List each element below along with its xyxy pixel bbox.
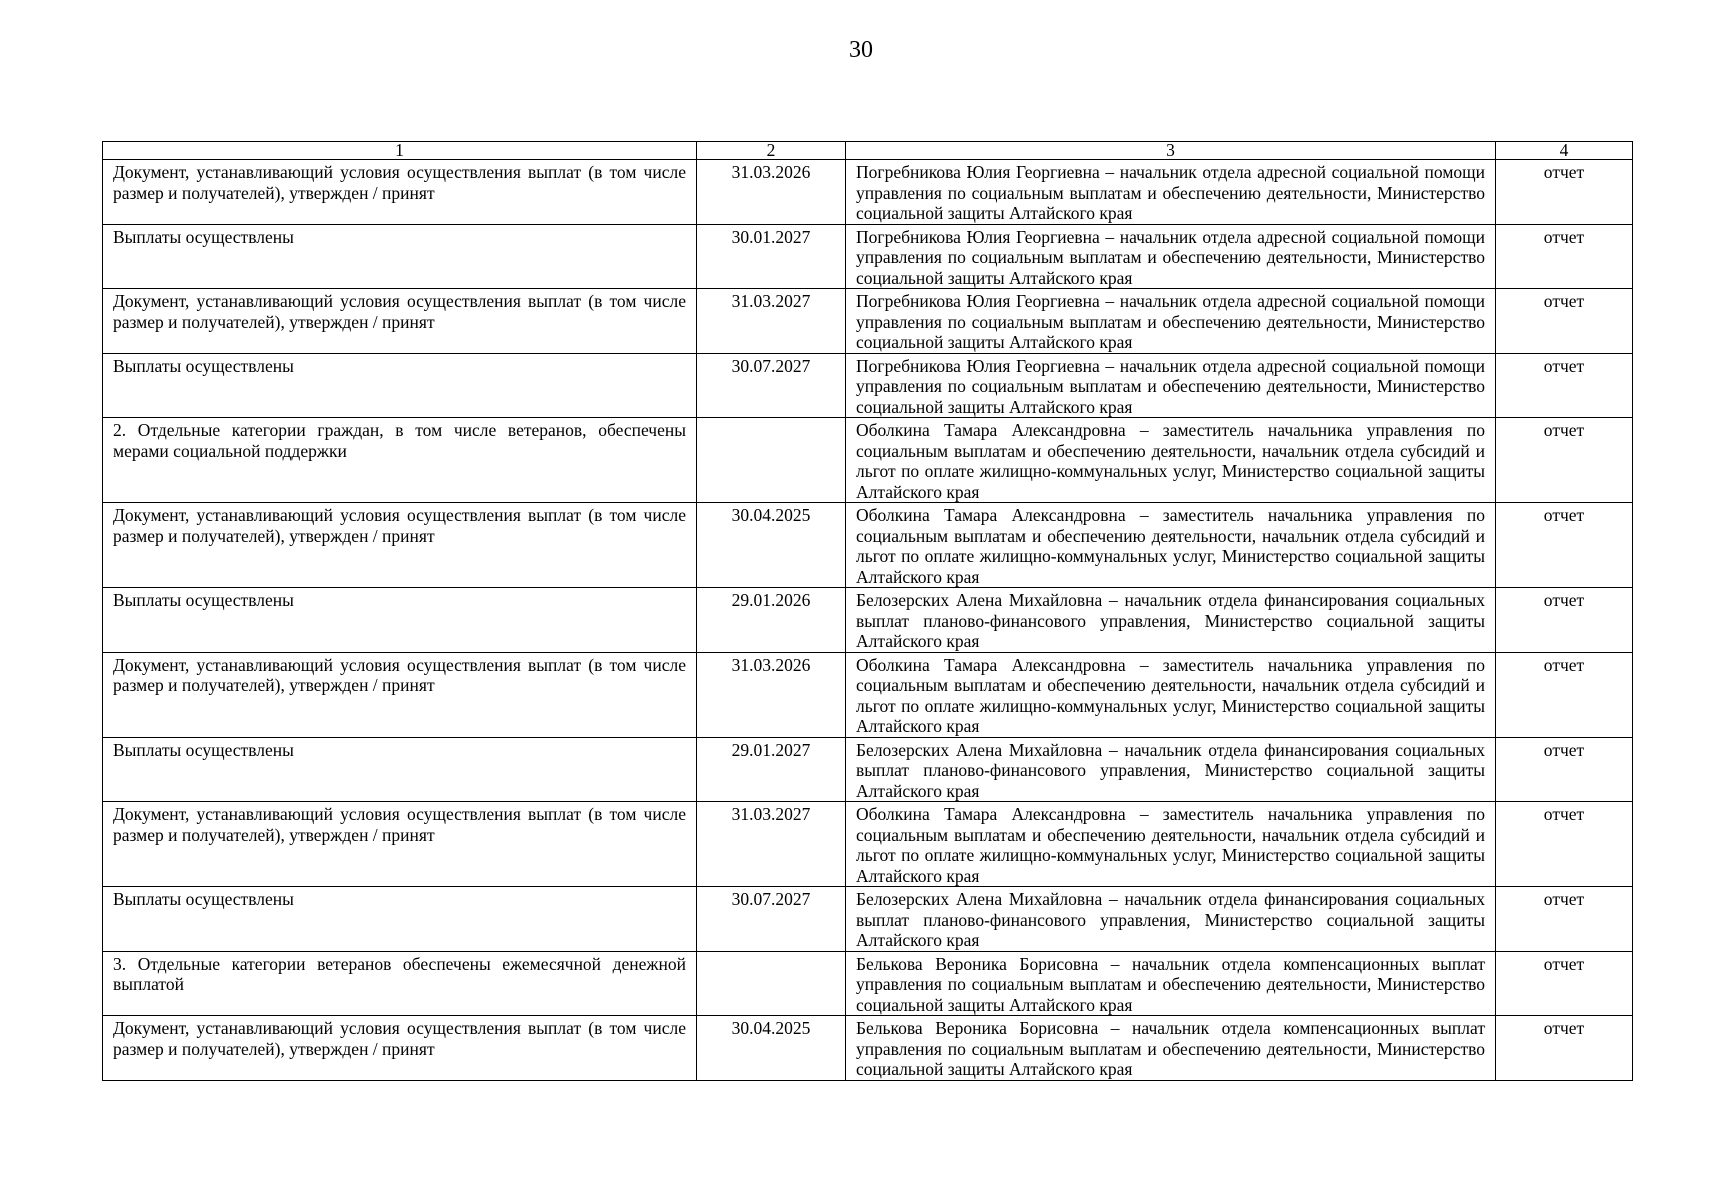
report-form-cell: отчет: [1496, 503, 1633, 588]
report-form-cell: отчет: [1496, 652, 1633, 737]
responsible-cell: Белькова Вероника Борисовна – начальник отдела компенсационных выплат управления по социальным выплатам и обеспечению деятельности, Министерство социальной защиты Алтайского края: [846, 951, 1496, 1016]
table-row: [103, 951, 1633, 1016]
responsible-cell: Белозерских Алена Михайловна – начальник отдела финансирования социальных выплат планово-финансового управления, Министерство социальной защиты Алтайского края: [846, 588, 1496, 653]
responsible-cell: Белозерских Алена Михайловна – начальник отдела финансирования социальных выплат планово-финансового управления, Министерство социальной защиты Алтайского края: [846, 737, 1496, 802]
event-cell: Документ, устанавливающий условия осуществления выплат (в том числе размер и получателей), утвержден / принят: [103, 503, 697, 588]
event-cell: Выплаты осуществлены: [103, 887, 697, 952]
date-cell: 29.01.2026: [697, 588, 846, 653]
event-cell: Документ, устанавливающий условия осуществления выплат (в том числе размер и получателей), утвержден / принят: [103, 289, 697, 354]
event-cell: Выплаты осуществлены: [103, 224, 697, 289]
responsible-cell: Белозерских Алена Михайловна – начальник отдела финансирования социальных выплат планово-финансового управления, Министерство социальной защиты Алтайского края: [846, 887, 1496, 952]
responsible-cell: Оболкина Тамара Александровна – заместитель начальника управления по социальным выплатам и обеспечению деятельности, начальник отдела субсидий и льгот по оплате жилищно-коммунальных услуг, Министерство социальной защиты Алтайского края: [846, 418, 1496, 503]
report-form-cell: отчет: [1496, 1016, 1633, 1081]
plan-table: [102, 141, 1633, 1081]
table-body: [103, 160, 1633, 1081]
header-row: [103, 142, 1633, 160]
table-row: [103, 353, 1633, 418]
date-cell: 31.03.2027: [697, 289, 846, 354]
report-form-cell: отчет: [1496, 588, 1633, 653]
event-cell: Документ, устанавливающий условия осуществления выплат (в том числе размер и получателей), утвержден / принят: [103, 160, 697, 225]
report-form-cell: отчет: [1496, 289, 1633, 354]
event-cell: 3. Отдельные категории ветеранов обеспечены ежемесячной денежной выплатой: [103, 951, 697, 1016]
responsible-cell: Погребникова Юлия Георгиевна – начальник отдела адресной социальной помощи управления по социальным выплатам и обеспечению деятельности, Министерство социальной защиты Алтайского края: [846, 353, 1496, 418]
date-cell: 31.03.2026: [697, 160, 846, 225]
responsible-cell: Оболкина Тамара Александровна – заместитель начальника управления по социальным выплатам и обеспечению деятельности, начальник отдела субсидий и льгот по оплате жилищно-коммунальных услуг, Министерство социальной защиты Алтайского края: [846, 652, 1496, 737]
event-cell: Выплаты осуществлены: [103, 353, 697, 418]
date-cell: 30.04.2025: [697, 1016, 846, 1081]
column-header: 2: [697, 142, 846, 160]
date-cell: 30.07.2027: [697, 887, 846, 952]
report-form-cell: отчет: [1496, 951, 1633, 1016]
report-form-cell: отчет: [1496, 802, 1633, 887]
date-cell: 30.04.2025: [697, 503, 846, 588]
table-row: [103, 802, 1633, 887]
date-cell: 31.03.2027: [697, 802, 846, 887]
date-cell: [697, 418, 846, 503]
table-row: [103, 887, 1633, 952]
event-cell: 2. Отдельные категории граждан, в том числе ветеранов, обеспечены мерами социальной поддержки: [103, 418, 697, 503]
column-header: 1: [103, 142, 697, 160]
report-form-cell: отчет: [1496, 353, 1633, 418]
responsible-cell: Погребникова Юлия Георгиевна – начальник отдела адресной социальной помощи управления по социальным выплатам и обеспечению деятельности, Министерство социальной защиты Алтайского края: [846, 224, 1496, 289]
table-row: [103, 1016, 1633, 1081]
responsible-cell: Оболкина Тамара Александровна – заместитель начальника управления по социальным выплатам и обеспечению деятельности, начальник отдела субсидий и льгот по оплате жилищно-коммунальных услуг, Министерство социальной защиты Алтайского края: [846, 802, 1496, 887]
responsible-cell: Оболкина Тамара Александровна – заместитель начальника управления по социальным выплатам и обеспечению деятельности, начальник отдела субсидий и льгот по оплате жилищно-коммунальных услуг, Министерство социальной защиты Алтайского края: [846, 503, 1496, 588]
report-form-cell: отчет: [1496, 160, 1633, 225]
event-cell: Документ, устанавливающий условия осуществления выплат (в том числе размер и получателей), утвержден / принят: [103, 1016, 697, 1081]
date-cell: 30.07.2027: [697, 353, 846, 418]
event-cell: Документ, устанавливающий условия осуществления выплат (в том числе размер и получателей), утвержден / принят: [103, 652, 697, 737]
date-cell: [697, 951, 846, 1016]
table-row: [103, 289, 1633, 354]
event-cell: Документ, устанавливающий условия осуществления выплат (в том числе размер и получателей), утвержден / принят: [103, 802, 697, 887]
report-form-cell: отчет: [1496, 224, 1633, 289]
event-cell: Выплаты осуществлены: [103, 737, 697, 802]
responsible-cell: Погребникова Юлия Георгиевна – начальник отдела адресной социальной помощи управления по социальным выплатам и обеспечению деятельности, Министерство социальной защиты Алтайского края: [846, 160, 1496, 225]
responsible-cell: Белькова Вероника Борисовна – начальник отдела компенсационных выплат управления по социальным выплатам и обеспечению деятельности, Министерство социальной защиты Алтайского края: [846, 1016, 1496, 1081]
table-row: [103, 503, 1633, 588]
page-number: 30: [849, 37, 873, 63]
table-row: [103, 737, 1633, 802]
column-header: 4: [1496, 142, 1633, 160]
column-header: 3: [846, 142, 1496, 160]
responsible-cell: Погребникова Юлия Георгиевна – начальник отдела адресной социальной помощи управления по социальным выплатам и обеспечению деятельности, Министерство социальной защиты Алтайского края: [846, 289, 1496, 354]
event-cell: Выплаты осуществлены: [103, 588, 697, 653]
table-row: [103, 418, 1633, 503]
date-cell: 29.01.2027: [697, 737, 846, 802]
date-cell: 30.01.2027: [697, 224, 846, 289]
report-form-cell: отчет: [1496, 418, 1633, 503]
date-cell: 31.03.2026: [697, 652, 846, 737]
table-row: [103, 588, 1633, 653]
report-form-cell: отчет: [1496, 737, 1633, 802]
table-row: [103, 160, 1633, 225]
table-row: [103, 224, 1633, 289]
table-row: [103, 652, 1633, 737]
report-form-cell: отчет: [1496, 887, 1633, 952]
